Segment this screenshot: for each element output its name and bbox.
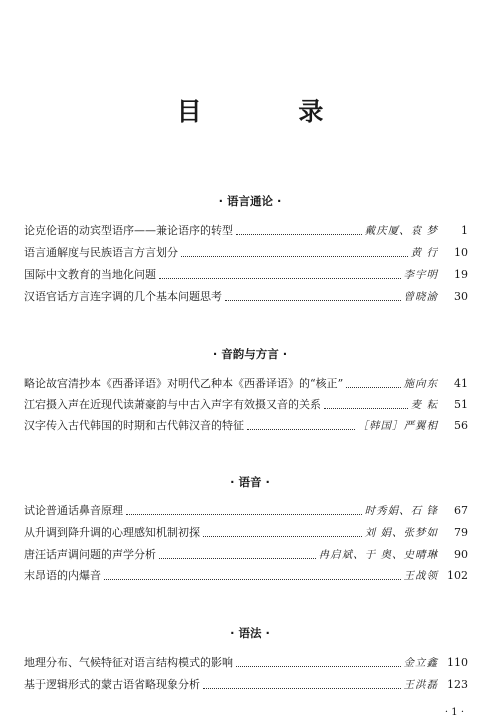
dot-leader — [104, 568, 401, 580]
dot-leader — [203, 677, 401, 689]
dot-leader — [247, 418, 355, 430]
page-title: 目 录 — [176, 97, 368, 126]
entry-author: 金立鑫 — [403, 657, 438, 669]
toc-entry[interactable] — [24, 677, 468, 693]
entry-page-number: 90 — [454, 548, 468, 561]
toc-entry[interactable] — [24, 245, 468, 261]
dot-leader — [181, 245, 408, 257]
entry-author: 刘 娟、张梦如 — [364, 527, 438, 539]
section-heading: · 语音 · — [230, 475, 270, 489]
entry-title: 地理分布、气候特征对语言结构模式的影响 — [24, 656, 233, 669]
entry-title: 从升调到降升调的心理感知机制初探 — [24, 526, 200, 539]
toc-entry[interactable] — [24, 289, 468, 305]
toc-entry[interactable] — [24, 655, 468, 671]
dot-leader — [236, 655, 401, 667]
entry-title: 汉字传入古代韩国的时期和古代韩汉音的特征 — [24, 419, 244, 432]
toc-entry[interactable] — [24, 418, 468, 434]
entry-title: 语言通解度与民族语言方言划分 — [24, 246, 178, 259]
dot-leader — [159, 547, 316, 559]
entry-page-number: 56 — [454, 419, 468, 432]
entry-author: 时秀娟、石 锋 — [364, 505, 438, 517]
entry-author: 李宇明 — [403, 269, 438, 281]
toc-entry[interactable] — [24, 376, 468, 392]
entry-title: 国际中文教育的当地化问题 — [24, 268, 156, 281]
entry-author: 麦 耘 — [410, 399, 438, 411]
entry-author: 黄 行 — [410, 247, 438, 259]
entry-author: 施向东 — [403, 378, 438, 390]
dot-leader — [346, 376, 400, 388]
dot-leader — [324, 397, 408, 409]
entry-page-number: 30 — [454, 290, 468, 303]
page-footer-number: · 1 · — [444, 707, 464, 718]
toc-entry[interactable] — [24, 503, 468, 519]
dot-leader — [225, 289, 401, 301]
dot-leader — [126, 503, 362, 515]
dot-leader — [159, 267, 401, 279]
entry-page-number: 1 — [461, 224, 468, 237]
toc-entry[interactable] — [24, 547, 468, 563]
entry-page-number: 19 — [454, 268, 468, 281]
toc-entry[interactable] — [24, 267, 468, 283]
entry-title: 基于逻辑形式的蒙古语省略现象分析 — [24, 678, 200, 691]
section-heading: · 音韵与方言 · — [212, 347, 288, 361]
entry-author: 曾晓渝 — [403, 291, 438, 303]
entry-author: 戴庆厦、袁 梦 — [364, 225, 438, 237]
entry-page-number: 51 — [454, 398, 468, 411]
entry-page-number: 79 — [454, 526, 468, 539]
entry-title: 略论故宫清抄本《西番译语》对明代乙种本《西番译语》的“核正” — [24, 377, 344, 390]
entry-title: 江宕摄入声在近现代读萧豪韵与中古入声字有效摄又音的关系 — [24, 398, 321, 411]
entry-page-number: 10 — [454, 246, 468, 259]
entry-author: 王战领 — [403, 570, 438, 582]
entry-title: 试论普通话鼻音原理 — [24, 504, 123, 517]
toc-entry[interactable] — [24, 397, 468, 413]
entry-author: 冉启斌、于 奥、史晴琳 — [318, 549, 438, 561]
toc-entry[interactable] — [24, 525, 468, 541]
toc-entry[interactable] — [24, 568, 468, 584]
toc-entry[interactable] — [24, 223, 468, 239]
entry-page-number: 123 — [447, 678, 468, 691]
entry-author: 王洪磊 — [403, 679, 438, 691]
entry-title: 汉语官话方言连字调的几个基本问题思考 — [24, 290, 222, 303]
entry-page-number: 67 — [454, 504, 468, 517]
dot-leader — [236, 223, 362, 235]
entry-title: 论克伦语的动宾型语序——兼论语序的转型 — [24, 224, 233, 237]
entry-title: 末昂语的内爆音 — [24, 569, 101, 582]
section-heading: · 语法 · — [230, 626, 270, 640]
dot-leader — [203, 525, 362, 537]
entry-title: 唐汪话声调问题的声学分析 — [24, 548, 156, 561]
section-heading: · 语言通论 · — [218, 194, 282, 208]
entry-page-number: 102 — [447, 569, 468, 582]
entry-author: ［韩国］严翼相 — [357, 420, 438, 432]
entry-page-number: 110 — [447, 656, 468, 669]
entry-page-number: 41 — [454, 377, 468, 390]
